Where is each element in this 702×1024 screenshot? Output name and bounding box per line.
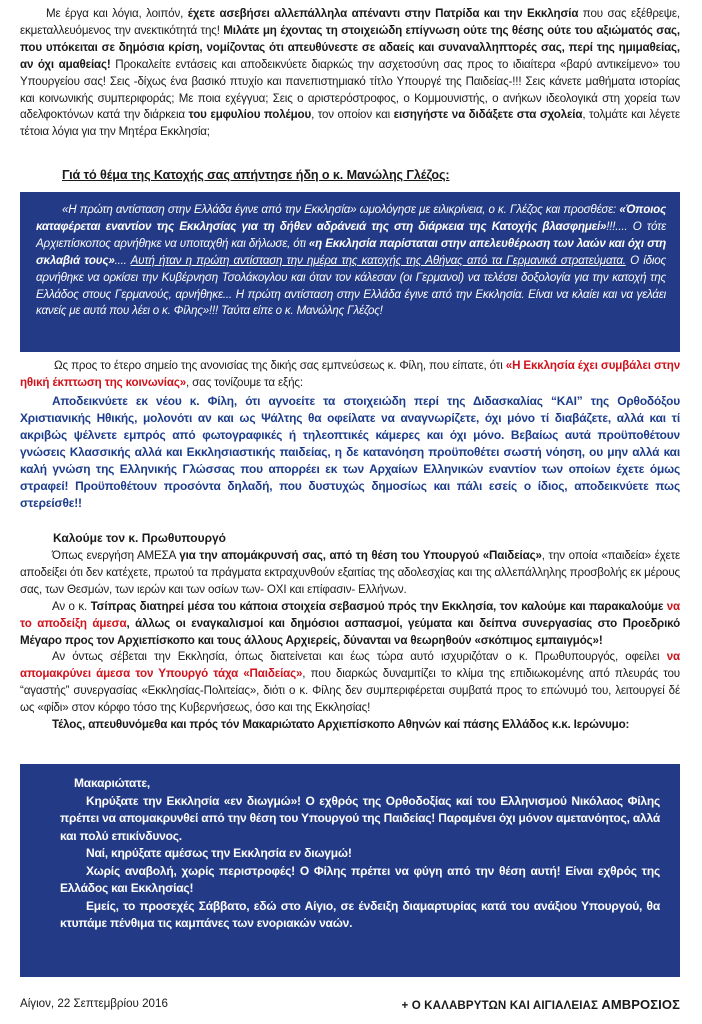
signature-name: ΑΜΒΡΟΣΙΟΣ <box>601 997 680 1012</box>
quote-bold: «Όποιος καταφέρεται εναντίον της Εκκλησίας για τη δήθεν αδράνειά της στη διάρκεια της Κατοχής βλασφημεί» <box>36 203 666 233</box>
blue-text: Αποδεικνύετε εκ νέου κ. Φίλη, ότι αγνοείτε τα στοιχειώδη περί της Διδασκαλίας “ΚΑΙ” της Ορθοδόξου Χριστιανικής Ηθικής, μολονότι αν και ως Ψάλτης θα οφείλατε να αναγνωρίζετε, όχι μόνο τί διαβάζετε, αλλά και τί ακριβώς ψέλνετε εμπρός από φωτογραφικές ή τηλεοπτικές κάμερες και όχι μόνο. Βεβαίως αυτά προϋποθέτουν γνώσεις Κλασσικής αλλά και Εκκλησιαστικής παιδείας, η δε κατανόηση προϋποθέτει σωστή νόηση, ου μην αλλά και καλή γνώση της Ελληνικής Γλώσσας που απορρέει εκ των Αρχαίων Ελληνικών εναντίον των οποίων έχετε όμως στραφεί! Προϋποθέτουν προσόντα δηλαδή, που δυστυχώς δημοσίως και πάλι εσείς ο ίδιος, αποδεικνύετε πως στερείσθε!! <box>20 394 680 510</box>
appeal-line: Εμείς, το προσεχές Σάββατο, εδώ στο Αίγιο, σε ένδειξη διαμαρτυρίας κατά του ανάξιου Υπουργού, θα κτυπάμε πένθιμα τις καμπάνες των ενοριακών ναών. <box>60 898 660 930</box>
intro-text: , τολμάτε και λέγετε τέτοια λόγια για την Μητέρα Εκκλησία; <box>20 108 680 139</box>
pm-heading: Καλούμε τον κ. Πρωθυπουργό <box>53 531 226 545</box>
intro-bold: έχετε ασεβήσει αλλεπάλληλα απέναντι στην Πατρίδα και την Εκκλησία <box>187 7 579 20</box>
pm-section <box>20 548 680 734</box>
second-red-quote: «Η Εκκλησία έχει συμβάλει στην ηθική έκπτωση της κοινωνίας» <box>20 359 681 389</box>
pm-red: να το αποδείξη άμεσα <box>20 599 681 630</box>
pm-bold: Τσίπρας διατηρεί μέσα του κάποια στοιχεία σεβασμού πρός την Εκκλησία, τον καλούμε και παρακαλούμε <box>90 599 667 613</box>
appeal-line: Χωρίς αναβολή, χωρίς περιστροφές! Ο Φίλης πρέπει να φύγη από την θέση αυτή! Είναι εχθρός της Ελλάδος και Εκκλησίας! <box>60 863 660 895</box>
quote-bold: «η Εκκλησία παρίσταται στην απελευθέρωση των λαών και όχι στη σκλαβιά τους» <box>36 236 666 267</box>
pm-text: Αν ο κ. <box>52 599 91 613</box>
intro-bold: του εμφυλίου πολέμου <box>188 108 312 122</box>
intro-text: , τον οποίον και <box>311 108 394 122</box>
pm-bold: για την απομάκρυνσή σας, από τη θέση του Υπουργού «Παιδείας» <box>179 549 542 562</box>
second-paragraph <box>20 358 680 392</box>
intro-bold: Μιλάτε μη έχοντας τη στοιχειώδη επίγνωση ούτε της θέσης ούτε του αξιώματός σας, που υπόκειται σε δημόσια κρίση, νομίζοντας ότι απευθύνεστε σε αδαείς και συναναλληπτορές σας, περί της ημιμαθείας, αν όχι αμαθείας! <box>20 23 680 71</box>
quote-text: Ο ίδιος αρνήθηκε να ορκίσει την Κυβέρνηση Τσολάκογλου και όταν τον κάλεσαν (οι Γερμανοί) να τελέσει δοξολογία για την κατοχή της Ελλάδος στους Γερμανούς, αρνήθηκε... Η πρώτη αντίσταση στην Ελλάδα έγινε από την Εκκλησία. Είναι να κλαίει και να γελάει κανείς με αυτά που λέει ο κ. Φίλης»!!! Ταύτα είπε ο κ. Μανώλης Γλέζος! <box>36 253 666 318</box>
second-text: , σας τονίζουμε τα εξής: <box>186 375 303 389</box>
intro-text: που σας εξέθρεψε, εκμεταλλευόμενος την ανεκτικότητά της! <box>20 7 680 37</box>
quote-text: !!!.... Ο τότε Αρχιεπίσκοπος αρνήθηκε να υποταχθή και δήλωσε, ότι <box>36 219 666 250</box>
pm-text: , την οποία «παιδεία» έχετε αποδείξει ότι δεν κατέχετε, πρωτού τα πράγματα εκτραχυνθούν εξαιτίας της αδολεσχίας και της αλλεπάλληλης προσβολής εκ μέρους σας, των Θεσμών, των ιερών και των οσίων των- ΟΧΙ και επίφασιν- Ελλήνων. <box>20 549 681 596</box>
intro-text: Προκαλείτε εντάσεις και αποδεικνύετε διαρκώς την ασχετοσύνη σας προς το ιδιαίτερα «βαρύ αντικείμενο» του Υπουργείου σας! Σεις -δίχως ένα βασικό πτυχίο και πανεπιστημιακό τίτλο Υπουργέ της Παιδείας-!!! Σεις κάνετε μαθήματα ιστορίας και κοινωνικής συμπεριφοράς; Με ποια εχέγγυα; Σεις ο αριστερόστροφος, ο Κομμουνιστής, ο ανήκων ιδεολογικά στη χορεία των αδελφοκτόνων κατά την διάρκεια <box>20 57 680 122</box>
glezos-quote-box <box>20 192 680 352</box>
intro-text: Με έργα και λόγια, λοιπόν, <box>46 7 188 20</box>
appeal-salutation: Μακαριώτατε, <box>74 776 150 790</box>
footer <box>20 997 680 1017</box>
appeal-line: Κηρύξατε την Εκκλησία «εν διωγμώ»! Ο εχθρός της Ορθοδοξίας καί του Ελληνισμού Νικόλαος Φίλης πρέπει να απομακρυνθεί από την θέση του Υπουργού της Παιδείας! Παραμένει όχι μόνον αμετανόητος, αλλά και πολύ επικίνδυνος. <box>60 793 660 843</box>
quote-text: .... <box>114 253 131 267</box>
blue-paragraph <box>20 393 680 512</box>
intro-bold: εισηγήστε να διδάξετε στα σχολεία <box>393 108 583 122</box>
pm-text: Αν όντως σέβεται την Εκκλησία, όπως διατείνεται και έως τώρα αυτό ισχυριζόταν ο κ. Πρωθυπουργός, οφείλει <box>52 650 667 664</box>
appeal-line: Ναί, κηρύξατε αμέσως την Εκκλησία εν διωγμώ! <box>86 846 352 860</box>
intro-paragraph <box>20 6 680 141</box>
pm-closing: Τέλος, απευθυνόμεθα και πρός τόν Μακαριώτατο Αρχιεπίσκοπο Αθηνών καί πάσης Ελλάδος κ.κ. Ιερώνυμο: <box>52 718 630 732</box>
quote-underlined: Αυτή ήταν η πρώτη αντίσταση την ημέρα της κατοχής της Αθήνας από τα Γερμανικά στρατεύματα. <box>130 253 626 267</box>
glezos-heading: Γιά τό θέμα της Κατοχής σας απήντησε ήδη ο κ. Μανώλης Γλέζος: <box>62 168 450 182</box>
pm-text: , που διαρκώς δυναμιτίζει το κλίμα της επιδιωκομένης από πλευράς του “αγαστής” συνεργασίας «Εκκλησίας-Πολιτείας», διότι ο κ. Φίλης δεν συμπεριφέρεται συμβατά προς το επώνυμό του, λειτουργεί δέ ως «φίδι» στον κόρφο τόσο της Κυβερνήσεως, όσο και της Εκκλησίας! <box>20 667 680 715</box>
archbishop-appeal-box <box>20 764 680 977</box>
pm-red: να απομακρύνει άμεσα τον Υπουργό τάχα «Παιδείας» <box>20 650 680 681</box>
signature-title: + Ο ΚΑΛΑΒΡΥΤΩΝ ΚΑΙ ΑΙΓΙΑΛΕΙΑΣ <box>401 999 602 1012</box>
footer-date: Αίγιον, 22 Σεπτεμβρίου 2016 <box>20 997 168 1010</box>
footer-signature <box>402 997 680 1012</box>
second-text: Ως προς το έτερο σημείο της ανονισίας της δικής σας εμπνεύσεως κ. Φίλη, που είπατε, ότι <box>54 359 506 372</box>
quote-text: «Η πρώτη αντίσταση στην Ελλάδα έγινε από την Εκκλησία» ωμολόγησε με ειλικρίνεια, ο κ. Γλέζος και προσθέσε: <box>62 203 620 216</box>
pm-bold: , άλλως οι εναγκαλισμοί και δημόσιοι ασπασμοί, γεύματα και δείπνα συνεργασίας στο Προεδρικό Μέγαρο προς τον Αρχιεπίσκοπο και τους άλλους Αρχιερείς, δύνανται να θεωρηθούν «σκόπιμος εμπαιγμός»! <box>20 616 681 647</box>
pm-text: Όπως ενεργήση ΑΜΕΣΑ <box>52 549 180 562</box>
